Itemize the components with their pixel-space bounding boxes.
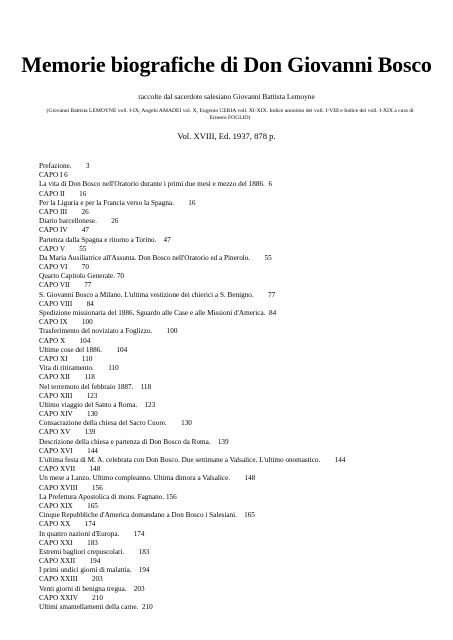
toc-entry: Venti giorni di benigna tregua. 203 <box>39 584 145 593</box>
toc-entry: Quarto Capitolo Generale. 70 <box>39 272 125 281</box>
toc-entry: CAPO XIX 165 <box>39 501 98 510</box>
toc-entry: CAPO II 16 <box>39 189 87 198</box>
toc-entry: CAPO XXII 194 <box>39 557 101 566</box>
toc-entry: CAPO VI 70 <box>39 263 89 272</box>
toc-entry: Diario barcellonese. 26 <box>39 217 119 226</box>
toc-entry: CAPO XVI 144 <box>39 446 98 455</box>
toc-entry: Prefazione. 3 <box>39 162 90 170</box>
toc-entry: Per la Liguria e per la Francia verso la Spagna. 16 <box>39 198 196 207</box>
toc-entry: CAPO III 26 <box>39 207 89 216</box>
toc-entry: Un mese a Lanzo. Ultimo compleanno. Ultima dimora a Valsalice. 148 <box>39 474 256 483</box>
toc-entry: Vita di ritiramento. 110 <box>39 364 119 373</box>
toc-entry: CAPO XV 139 <box>39 428 96 437</box>
volume-info: Vol. XVIII, Ed. 1937, 878 p. <box>177 131 276 141</box>
toc-entry: L'ultima festa di M. A. celebrata con Don Bosco. Due settimane a Valsalice. L'ultimo onomastico. 144 <box>39 456 346 464</box>
toc-entry: CAPO XXIV 210 <box>39 593 103 602</box>
toc-entry: La vita di Don Bosco nell'Oratorio durante i primi due mesi e mezzo del 1886. 6 <box>39 180 273 189</box>
toc-entry: CAPO XVIII 156 <box>39 483 103 492</box>
toc-entry: CAPO V 55 <box>39 244 87 253</box>
authors-note: (Giovanni Battista LEMOYNE voll. I-IX, Angelo AMADEI vol. X, Eugenio CERIA voll. XI-XIX. Indice anonimo dei voll. I-VIII e Indice dei voll. I-XIX a cura di Ernesto FOGLIO) <box>46 108 414 122</box>
document-title: Memorie biografiche di Don Giovanni Bosco <box>21 52 432 77</box>
toc-entry: Da Maria Ausiliatrice all'Assunta. Don Bosco nell'Oratorio ed a Pinerolo. 55 <box>39 253 272 262</box>
toc-entry: CAPO VII 77 <box>39 281 92 290</box>
toc-entry: S. Giovanni Bosco a Milano. L'ultima vestizione dei chierici a S. Benigno. 77 <box>39 290 276 299</box>
toc-entry: CAPO XXI 183 <box>39 538 98 547</box>
toc-entry: Cinque Repubbliche d'America domandano a Don Bosco i Salesiani. 165 <box>39 511 255 520</box>
toc-entry: CAPO XX 174 <box>39 520 96 529</box>
document-subtitle: raccolte dal sacerdote salesiano Giovanni Battista Lemoyne <box>138 92 315 101</box>
toc-entry: CAPO VIII 84 <box>39 299 94 308</box>
table-of-contents <box>39 162 439 612</box>
toc-entry: Descrizione della chiesa e partenza di Don Bosco da Roma. 139 <box>39 437 229 446</box>
toc-entry: Ultime cose del 1886. 104 <box>39 345 128 354</box>
toc-entry: CAPO X 104 <box>39 336 91 345</box>
toc-entry: Spedizione missionaria del 1886. Sguardo alle Case e alle Missioni d'America. 84 <box>39 309 277 317</box>
toc-entry: Ultimi smantellamenti della carne. 210 <box>39 603 153 611</box>
toc-entry: Partenza dalla Spagna e ritorno a Torino. 47 <box>39 235 171 244</box>
toc-entry: CAPO XVII 148 <box>39 465 101 474</box>
toc-entry: CAPO IX 100 <box>39 318 93 327</box>
toc-entry: Ultimo viaggio del Santo a Roma. 123 <box>39 400 156 409</box>
toc-entry: CAPO I 6 <box>39 171 68 180</box>
toc-entry: CAPO IV 47 <box>39 226 89 235</box>
toc-entry: Consacrazione della chiesa del Sacro Cuore. 130 <box>39 419 192 428</box>
toc-entry: CAPO XII 118 <box>39 373 95 382</box>
toc-entry: Estremi bagliori crepuscolari. 183 <box>39 547 150 556</box>
toc-entry: CAPO XIV 130 <box>39 410 98 419</box>
toc-entry: CAPO XIII 123 <box>39 391 98 400</box>
toc-entry: Nel terremoto del febbraio 1887. 118 <box>39 382 152 391</box>
toc-entry: Trasferimento del noviziato a Foglizzo. 100 <box>39 327 178 336</box>
toc-entry: In quattro nazioni d'Europa. 174 <box>39 529 145 538</box>
toc-entry: CAPO XXIII 203 <box>39 575 103 584</box>
toc-entry: I primi undici giorni di malattia. 194 <box>39 566 150 575</box>
toc-entry: La Prefettura Apostolica di mons. Fagnano. 156 <box>39 492 177 501</box>
toc-entry: CAPO XI 110 <box>39 354 93 363</box>
